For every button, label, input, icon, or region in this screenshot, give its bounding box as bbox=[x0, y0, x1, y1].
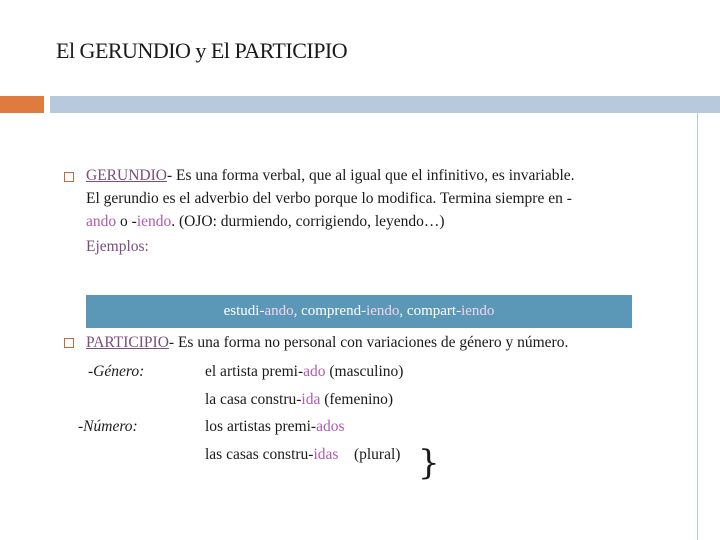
gerundio-line-1 bbox=[86, 164, 686, 187]
header-bar bbox=[50, 96, 720, 113]
participio-term: PARTICIPIO bbox=[86, 334, 169, 351]
genero-label: -Género: bbox=[88, 363, 145, 380]
example-stem: las casas constru- bbox=[205, 446, 314, 463]
ending-iendo: iendo bbox=[136, 213, 172, 230]
participio-example-row bbox=[205, 363, 403, 381]
bullet-icon bbox=[64, 338, 74, 348]
right-edge-line bbox=[697, 96, 698, 540]
ending-ando: ando bbox=[86, 213, 117, 230]
example-stem: , compart- bbox=[399, 303, 462, 319]
gerundio-line-2: El gerundio es el adverbio del verbo porque lo modifica. Termina siempre en - bbox=[86, 190, 572, 207]
ejemplos-label: Ejemplos: bbox=[86, 238, 149, 255]
example-stem: la casa constru- bbox=[205, 391, 302, 408]
example-stem: el artista premi- bbox=[205, 363, 304, 380]
participio-definition: - Es una forma no personal con variaciones de género y número. bbox=[168, 334, 569, 351]
example-ending: idas bbox=[313, 446, 339, 463]
gerundio-line-3 bbox=[86, 210, 686, 233]
example-ending: ado bbox=[303, 363, 326, 380]
gerundio-term: GERUNDIO bbox=[86, 167, 167, 184]
example-note: (masculino) bbox=[325, 363, 404, 380]
brace-icon: } bbox=[418, 443, 440, 483]
page-title: El GERUNDIO y El PARTICIPIO bbox=[56, 38, 348, 63]
example-ending: iendo bbox=[366, 303, 400, 319]
participio-example-row bbox=[205, 418, 344, 436]
header-accent-bar bbox=[0, 96, 44, 113]
example-ending: iendo bbox=[461, 303, 495, 319]
example-stem: los artistas premi- bbox=[205, 418, 317, 435]
example-stem: estudi- bbox=[223, 303, 265, 319]
ojo-note: . (OJO: durmiendo, corrigiendo, leyendo…) bbox=[171, 213, 445, 230]
example-ending: ando bbox=[264, 303, 294, 319]
numero-label: -Número: bbox=[78, 418, 138, 435]
example-note: (femenino) bbox=[320, 391, 394, 408]
bullet-icon bbox=[64, 172, 74, 182]
participio-line-1 bbox=[86, 331, 686, 354]
example-note: (plural) bbox=[338, 446, 401, 463]
example-stem: , comprend- bbox=[293, 303, 367, 319]
gerundio-paragraph bbox=[86, 164, 686, 258]
gerundio-definition: - Es una forma verbal, que al igual que el infinitivo, es invariable. bbox=[166, 167, 575, 184]
example-ending: ida bbox=[301, 391, 321, 408]
participio-example-row bbox=[205, 391, 393, 409]
gerundio-example-box bbox=[86, 295, 632, 328]
example-ending: ados bbox=[316, 418, 345, 435]
connector-text: o - bbox=[116, 213, 137, 230]
participio-example-row bbox=[205, 446, 400, 464]
